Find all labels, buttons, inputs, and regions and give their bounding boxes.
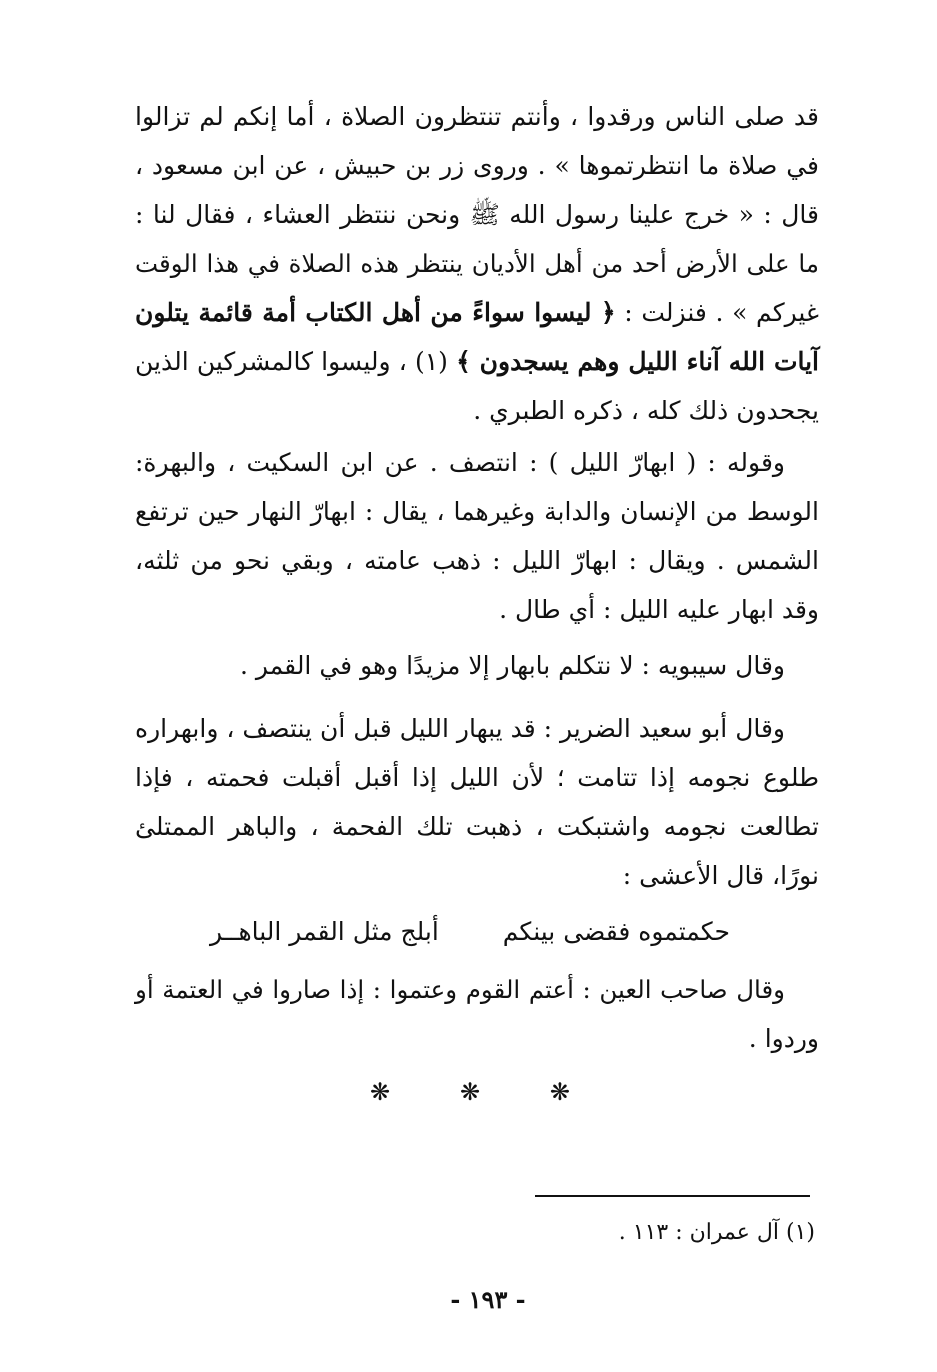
text-line: وقال سيبويه : لا نتكلم بابهار إلا مزيدًا وهو في القمر .: [240, 651, 785, 680]
text-line: ما على الأرض أحد من أهل الأديان ينتظر هذه الصلاة في هذا الوقت: [135, 249, 819, 278]
text-line: وردوا .: [748, 1024, 819, 1053]
star-ornament-icon: ❋: [370, 1078, 391, 1106]
poetry-verse: [210, 907, 730, 956]
text-line: وقد ابهار عليه الليل : أي طال .: [499, 595, 819, 624]
paragraph-2: [135, 438, 819, 634]
text-line-with-quran: [135, 288, 819, 337]
text-line: طلوع نجومه إذا تتامت ؛ لأن الليل إذا أقبل أقبلت فحمته ، فإذا: [135, 763, 819, 792]
text-line: تطالعت نجومه واشتبكت ، ذهبت تلك الفحمة ، والباهر الممتلئ: [135, 812, 819, 841]
text-line: الشمس . ويقال : ابهارّ الليل : ذهب عامته ، وبقي نحو من ثلثه،: [135, 546, 819, 575]
verse-second-hemistich: أبلج مثل القمر الباهــر: [210, 917, 439, 946]
text-line: الوسط من الإنسان والدابة وغيرهما ، يقال : ابهارّ النهار حين ترتفع: [135, 497, 819, 526]
text-line: وقال أبو سعيد الضرير : قد يبهار الليل قبل أن ينتصف ، وابهراره: [135, 714, 785, 743]
paragraph-3: [135, 641, 819, 690]
text-line: قال : « خرج علينا رسول الله ﷺ ونحن ننتظر العشاء ، فقال لنا :: [135, 200, 819, 229]
paragraph-5: [135, 965, 819, 1063]
text-line: في صلاة ما انتظرتموها » . وروى زر بن حبيش ، عن ابن مسعود ،: [135, 151, 819, 180]
footnote-divider: [535, 1195, 810, 1197]
text-segment: (١) ، وليسوا كالمشركين الذين: [135, 347, 457, 376]
paragraph-1: [135, 92, 819, 435]
text-line: نورًا، قال الأعشى :: [622, 861, 819, 890]
footnote: (١) آل عمران : ١١٣ .: [618, 1220, 815, 1245]
text-segment: غيركم » . فنزلت :: [615, 298, 820, 327]
text-line: وقال صاحب العين : أعتم القوم وعتموا : إذا صاروا في العتمة أو: [135, 975, 785, 1004]
verse-first-hemistich: حكمتموه فقضى بينكم: [502, 917, 730, 946]
text-line: يجحدون ذلك كله ، ذكره الطبري .: [473, 396, 819, 425]
section-separator: [370, 1078, 570, 1106]
quran-verse: ﴿ ليسوا سواءً من أهل الكتاب أمة قائمة يتلون: [135, 298, 616, 327]
page-number: - ١٩٣ -: [450, 1285, 526, 1314]
quran-verse: آيات الله آناء الليل وهم يسجدون ﴾: [456, 347, 819, 376]
star-ornament-icon: ❋: [549, 1078, 570, 1106]
text-line: قد صلى الناس ورقدوا ، وأنتم تنتظرون الصلاة ، أما إنكم لم تزالوا: [135, 102, 819, 131]
star-ornament-icon: ❋: [459, 1078, 481, 1106]
text-line-with-quran: [135, 337, 819, 386]
paragraph-4: [135, 704, 819, 900]
text-line: وقوله : ( ابهارّ الليل ) : انتصف . عن ابن السكيت ، والبهرة:: [135, 448, 785, 477]
